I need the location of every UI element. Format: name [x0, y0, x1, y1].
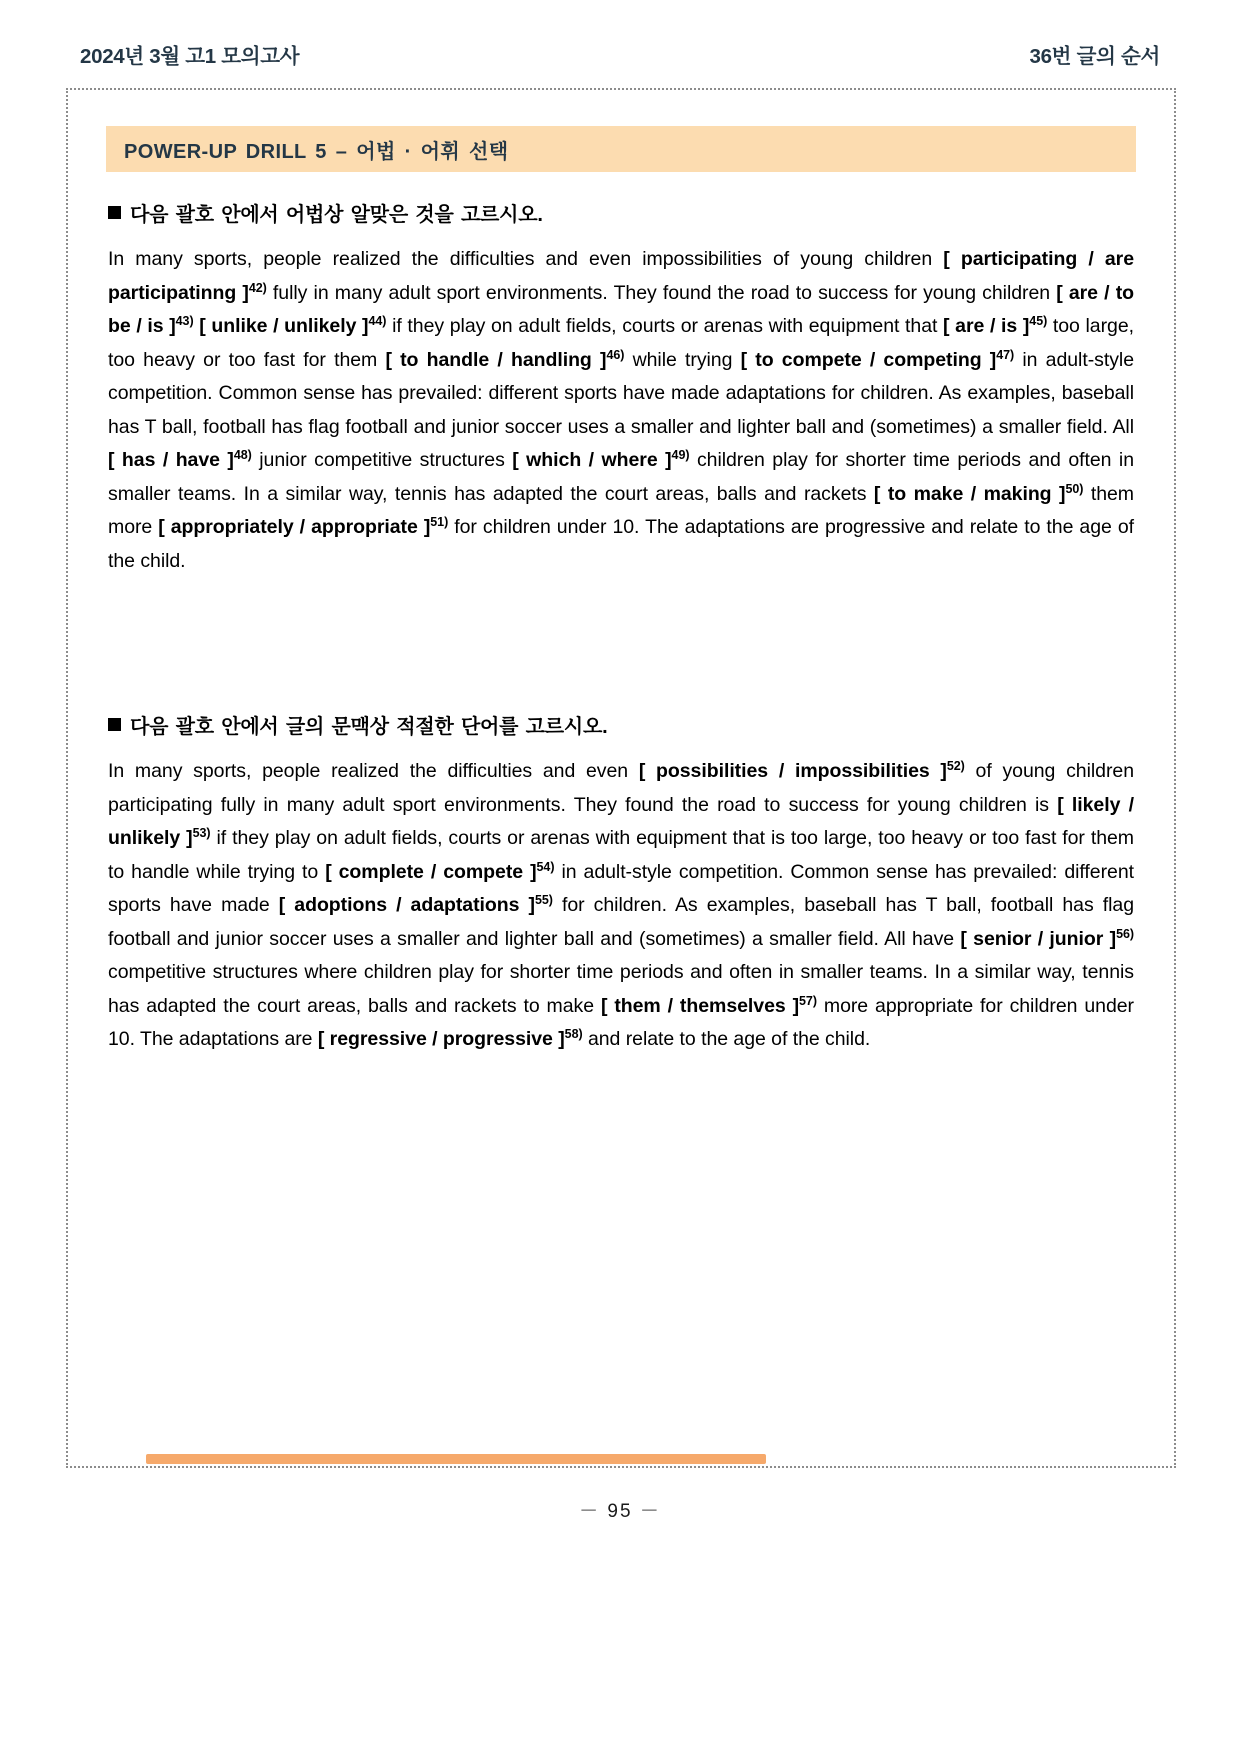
instruction-grammar [106, 198, 1136, 227]
running-head-right: 36번 글의 순서 [1029, 45, 1160, 68]
section-vocabulary [106, 710, 1136, 1057]
instruction-grammar-text: 다음 괄호 안에서 어법상 알맞은 것을 고르시오. [130, 204, 543, 226]
page-number: － 95 － [579, 1501, 661, 1522]
instruction-vocabulary-text: 다음 괄호 안에서 글의 문맥상 적절한 단어를 고르시오. [130, 716, 608, 738]
content-frame [66, 88, 1176, 1468]
passage-grammar: In many sports, people realized the difficulties and even impossibilities of young children [ participating / are participatinng ]$^{42)}$ fully in many adult sport environments. They found the road to success for young children [ are / to be / is ]$^{43)}$ [ unlike / unlikely ]$^{44)}$ if they play on adult fields, courts or arenas with equipment that [ are / is ]$^{45)}$ too large, too heavy or too fast for them [ to handle / handling ]$^{46)}$ while trying [ to compete / competing ]$^{47)}$ in adult-style competition. Common sense has prevailed: different sports have made adaptations for children. As examples, baseball has T ball, football has flag football and junior soccer uses a smaller and lighter ball and (sometimes) a smaller field. All [ has / have ]$^{48)}$ junior competitive structures [ which / where ]$^{49)}$ children play for shorter time periods and often in smaller teams. In a similar way, tennis has adapted the court areas, balls and rackets [ to make / making ]$^{50)}$ them more [ appropriately / appropriate ]$^{51)}$ for children under 10. The adaptations are progressive and relate to the age of the child. [108, 248, 1135, 572]
drill-title-bar [106, 126, 1136, 172]
running-head-left: 2024년 3월 고1 모의고사 [80, 45, 300, 68]
running-head [80, 36, 1160, 72]
drill-title: POWER-UP DRILL 5 – 어법 · 어휘 선택 [124, 140, 509, 163]
section-grammar [106, 198, 1136, 578]
square-bullet-icon [108, 718, 121, 731]
passage-vocabulary: In many sports, people realized the difficulties and even [ possibilities / impossibilities ]$^{52)}$ of young children participating fully in many adult sport environments. They found the road to success for young children is [ likely / unlikely ]$^{53)}$ if they play on adult fields, courts or arenas with equipment that is too large, too heavy or too fast for them to handle while trying to [ complete / compete ]$^{54)}$ in adult-style competition. Common sense has prevailed: different sports have made [ adoptions / adaptations ]$^{55)}$ for children. As examples, baseball has T ball, football has flag football and junior soccer uses a smaller and lighter ball and (sometimes) a smaller field. All have [ senior / junior ]$^{56)}$ competitive structures where children play for shorter time periods and often in smaller teams. In a similar way, tennis has adapted the court areas, balls and rackets to make [ them / themselves ]$^{57)}$ more appropriate for children under 10. The adaptations are [ regressive / progressive ]$^{58)}$ and relate to the age of the child. [108, 759, 1134, 1050]
content-frame-inner [68, 90, 1174, 1466]
square-bullet-icon [108, 206, 121, 219]
section-spacer [106, 578, 1136, 710]
instruction-vocabulary [106, 710, 1136, 739]
footer-accent-bar [146, 1454, 766, 1464]
